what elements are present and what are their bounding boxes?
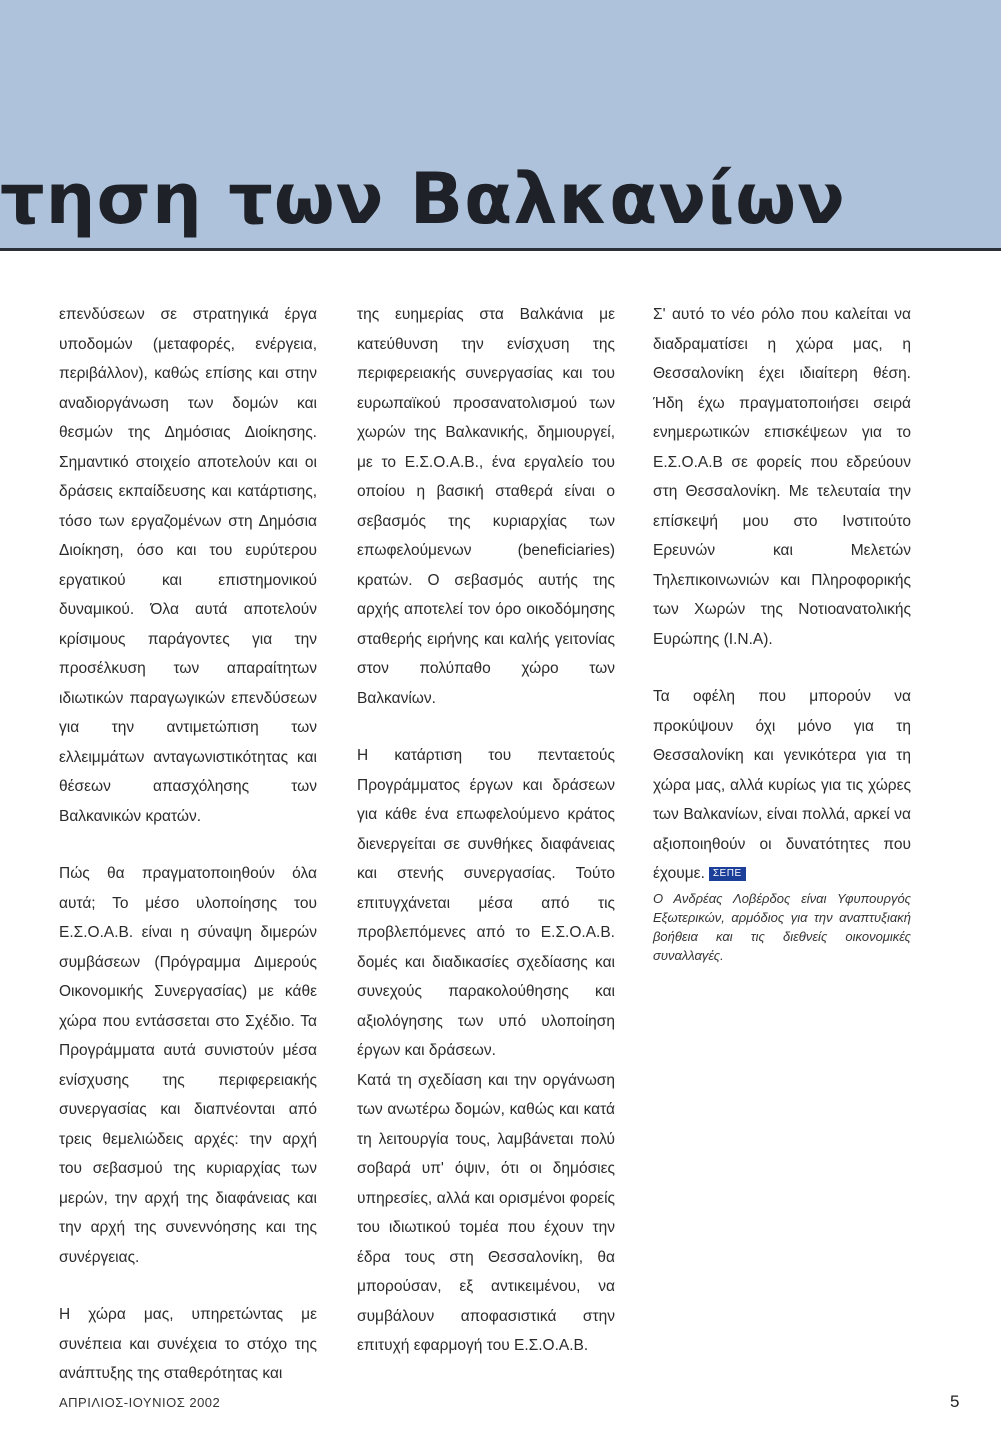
author-bio: Ο Ανδρέας Λοβέρδος είναι Υφυπουργός Εξωτερικών, αρμόδιος για την αναπτυξιακή βοήθεια και τις διεθνείς οικονομικές συναλλαγές. [653, 890, 911, 963]
paragraph: Κατά τη σχεδίαση και την οργάνωση των ανωτέρω δομών, καθώς και κατά τη λειτουργία τους, λαμβάνεται πολύ σοβαρά υπ' όψιν, ότι οι δημόσιες υπηρεσίες, αλλά και ορισμένοι φορείς του ιδιωτικού τομέα που έχουν την έδρα τους στη Θεσσαλονίκη, θα μπορούσαν, εξ αντικειμένου, να συμβάλουν αποφασιστικά στην επιτυχή εφαρμογή του Ε.Σ.Ο.Α.Β. [357, 1071, 615, 1354]
issue-date: ΑΠΡΙΛΙΟΣ-ΙΟΥΝΙΟΣ 2002 [59, 1395, 221, 1410]
paragraph: Η χώρα μας, υπηρετώντας με συνέπεια και συνέχεια το στόχο της ανάπτυξης της σταθερότητας και [59, 1306, 317, 1382]
text-column-2 [357, 300, 615, 1361]
article-title: τηση των Βαλκανίων [0, 158, 846, 240]
paragraph: Πώς θα πραγματοποιηθούν όλα αυτά; Το μέσο υλοποίησης του Ε.Σ.Ο.Α.Β. είναι η σύναψη διμερών συμβάσεων (Πρόγραμμα Διμερούς Οικονομικής Συνεργασίας) με κάθε χώρα που εντάσσεται στο Σχέδιο. Τα Προγράμματα αυτά συνιστούν μέσα ενίσχυσης της περιφερειακής συνεργασίας και διαπνέονται από τρεις θεμελιώδεις αρχές: την αρχή του σεβασμού της κυριαρχίας των μερών, την αρχή της διαφάνειας και την αρχή της συνεννόησης και της συνέργειας. [59, 865, 317, 1266]
text-column-3 [653, 300, 911, 965]
text-column-1 [59, 300, 317, 1389]
page-number: 5 [950, 1392, 960, 1411]
paragraph: Σ' αυτό το νέο ρόλο που καλείται να διαδραματίσει η χώρα μας, η Θεσσαλονίκη έχει ιδιαίτερη θέση. Ήδη έχω πραγματοποιήσει σειρά ενημερωτικών επισκέψεων για το Ε.Σ.Ο.Α.Β σε φορείς που εδρεύουν στη Θεσσαλονίκη. Με τελευταία την επίσκεψή μου στο Ινστιτούτο Ερευνών και Μελετών Τηλεπικοινωνιών και Πληροφορικής των Χωρών της Νοτιοανατολικής Ευρώπης (Ι.Ν.Α). [653, 306, 911, 648]
end-mark-badge: ΣΕΠΕ [709, 867, 746, 881]
paragraph: Η κατάρτιση του πενταετούς Προγράμματος έργων και δράσεων για κάθε ένα επωφελούμενο κράτος διενεργείται σε συνθήκες διαφάνειας και στενής συνεργασίας. Τούτο επιτυγχάνεται μέσα από τις προβλεπόμενες από το Ε.Σ.Ο.Α.Β. δομές και διαδικασίες σχεδίασης και συνεχούς παρακολούθησης και αξιολόγησης των υπό υλοποίηση έργων και δράσεων. [357, 747, 615, 1059]
closing-paragraph [653, 682, 911, 889]
paragraph: επενδύσεων σε στρατηγικά έργα υποδομών (μεταφορές, ενέργεια, περιβάλλον), καθώς επίσης και στην αναδιοργάνωση των δομών και θεσμών της Δημόσιας Διοίκησης. Σημαντικό στοιχείο αποτελούν και οι δράσεις εκπαίδευσης και κατάρτισης, τόσο των εργαζομένων στη Δημόσια Διοίκηση, όσο και του ευρύτερου εργατικού και επιστημονικού δυναμικού. Όλα αυτά αποτελούν κρίσιμους παράγοντες για την προσέλκυση των απαραίτητων ιδιωτικών παραγωγικών επενδύσεων για την αντιμετώπιση των ελλειμμάτων ανταγωνιστικότητας και θέσεων απασχόλησης των Βαλκανικών κρατών. [59, 306, 317, 825]
paragraph-text: Τα οφέλη που μπορούν να προκύψουν όχι μόνο για τη Θεσσαλονίκη και γενικότερα για τη χώρα μας, αλλά κυρίως για τις χώρες των Βαλκανίων, είναι πολλά, αρκεί να αξιοποιηθούν οι δυνατότητες που έχουμε. [653, 688, 911, 882]
header-divider [0, 248, 1001, 251]
paragraph: της ευημερίας στα Βαλκάνια με κατεύθυνση την ενίσχυση της περιφερειακής συνεργασίας και του ευρωπαϊκού προσανατολισμού των χωρών της Βαλκανικής, δημιουργεί, με το Ε.Σ.Ο.Α.Β., ένα εργαλείο του οποίου η βασική σταθερά είναι ο σεβασμός της κυριαρχίας των επωφελούμενων (beneficiaries) κρατών. Ο σεβασμός αυτής της αρχής αποτελεί τον όρο οικοδόμησης σταθερής ειρήνης και καλής γειτονίας στον πολύπαθο χώρο των Βαλκανίων. [357, 306, 615, 707]
